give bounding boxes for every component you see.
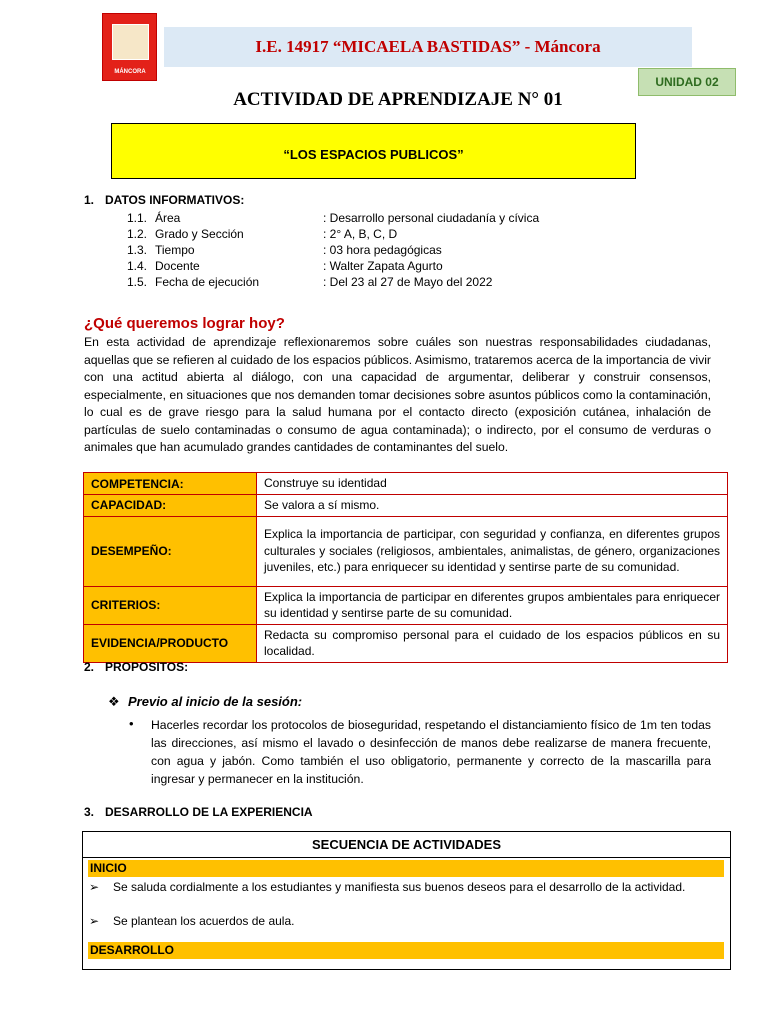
table-label-cell: EVIDENCIA/PRODUCTO <box>84 624 257 662</box>
logo-emblem <box>112 24 149 60</box>
section2-number: 2. <box>84 660 95 674</box>
goal-paragraph: En esta actividad de aprendizaje reflexionaremos sobre cuáles son nuestras responsabilidades ciudadanas, aquellas que se refieren al cuidado de los espacios públicos. Asimismo, trataremos acerca de la importancia de vivir con una actitud abierta al diálogo, con una capacidad de argumentar, deliberar y construir consensos, especialmente, en situaciones que nos demanden tomar decisiones sobre asuntos públicos como la contaminación, lo cual es de grave riesgo para la salud humana por el contacto directo (exposición cutánea, inhalación de partículas de suelo contaminadas o consumo de agua contaminada); o indirecto, por el consumo de verduras o animales que han acumulado grandes cantidades de contaminantes del suelo. <box>84 335 711 454</box>
protocol-paragraph: Hacerles recordar los protocolos de bioseguridad, respetando el distanciamiento físico de 1m ten todas las direcciones, así mismo el lavado o desinfección de manos debe realizarse de manera frecuente, con agua y jabón. Como también el uso obligatorio, permanente y correcto de la mascarilla para ingresar y permanecer en la institución. <box>151 718 711 786</box>
info-row-value: : Desarrollo personal ciudadanía y cívica <box>323 211 540 225</box>
info-row-value: : Walter Zapata Agurto <box>323 259 443 273</box>
logo-text: MÁNCORA <box>114 69 146 75</box>
sequence-title: SECUENCIA DE ACTIVIDADES <box>82 831 731 858</box>
diamond-bullet-icon: ❖ <box>108 694 120 709</box>
table-label-cell: COMPETENCIA: <box>84 473 257 495</box>
table-value-cell: Explica la importancia de participar, con seguridad y confianza, en diferentes grupos culturales y sociales (religiosos, ambientales, animalistas, de género, organizaciones juveniles, etc.) para enriquecer su identidad y sentirse parte de su comunidad. <box>257 516 728 586</box>
inicio-band: INICIO <box>88 860 724 877</box>
section2-heading: PROPOSITOS: <box>105 660 189 674</box>
info-row-num: 1.4. <box>127 259 148 273</box>
arrow-bullet-icon: ➢ <box>89 914 100 928</box>
info-row-num: 1.5. <box>127 275 148 289</box>
info-row-label: Grado y Sección <box>155 227 244 241</box>
desarrollo-band: DESARROLLO <box>88 942 724 959</box>
section3-number: 3. <box>84 805 95 819</box>
section1-heading: DATOS INFORMATIVOS: <box>105 193 245 207</box>
info-row-num: 1.3. <box>127 243 148 257</box>
school-name: I.E. 14917 “MICAELA BASTIDAS” - Máncora <box>255 37 601 56</box>
info-row-label: Tiempo <box>155 243 195 257</box>
school-logo <box>102 13 157 81</box>
goal-title: ¿Qué queremos lograr hoy? <box>84 315 285 332</box>
section3-heading: DESARROLLO DE LA EXPERIENCIA <box>105 805 313 819</box>
table-value-cell: Construye su identidad <box>257 473 728 495</box>
info-row-label: Docente <box>155 259 200 273</box>
arrow-bullet-icon: ➢ <box>89 880 100 894</box>
table-row <box>84 495 728 517</box>
section1-number: 1. <box>84 193 95 207</box>
table-row <box>84 586 728 624</box>
section2-subheading: Previo al inicio de la sesión: <box>128 694 303 709</box>
unit-badge: UNIDAD 02 <box>638 68 736 96</box>
table-value-cell: Explica la importancia de participar en diferentes grupos ambientales para enriquecer su identidad y sentirse parte de su comunidad. <box>257 586 728 624</box>
table-row <box>84 516 728 586</box>
competency-table <box>83 472 728 663</box>
table-label-cell: DESEMPEÑO: <box>84 516 257 586</box>
info-row-label: Fecha de ejecución <box>155 275 260 289</box>
table-value-cell: Redacta su compromiso personal para el cuidado de los espacios públicos en su localidad. <box>257 624 728 662</box>
info-row-label: Área <box>155 211 181 225</box>
info-row-value: : 2° A, B, C, D <box>323 227 398 241</box>
bullet-dot-icon: • <box>129 716 134 731</box>
inicio-item: Se plantean los acuerdos de aula. <box>113 914 295 928</box>
table-value-cell: Se valora a sí mismo. <box>257 495 728 517</box>
info-row-num: 1.1. <box>127 211 148 225</box>
table-label-cell: CAPACIDAD: <box>84 495 257 517</box>
info-row-num: 1.2. <box>127 227 148 241</box>
table-label-cell: CRITERIOS: <box>84 586 257 624</box>
inicio-item: Se saluda cordialmente a los estudiantes y manifiesta sus buenos deseos para el desarrollo de la actividad. <box>113 880 686 894</box>
page-title: ACTIVIDAD DE APRENDIZAJE N° 01 <box>233 89 563 110</box>
table-row <box>84 624 728 662</box>
info-row-value: : Del 23 al 27 de Mayo del 2022 <box>323 275 493 289</box>
info-row-value: : 03 hora pedagógicas <box>323 243 442 257</box>
topic-box: “LOS ESPACIOS PUBLICOS” <box>111 123 636 179</box>
table-row <box>84 473 728 495</box>
